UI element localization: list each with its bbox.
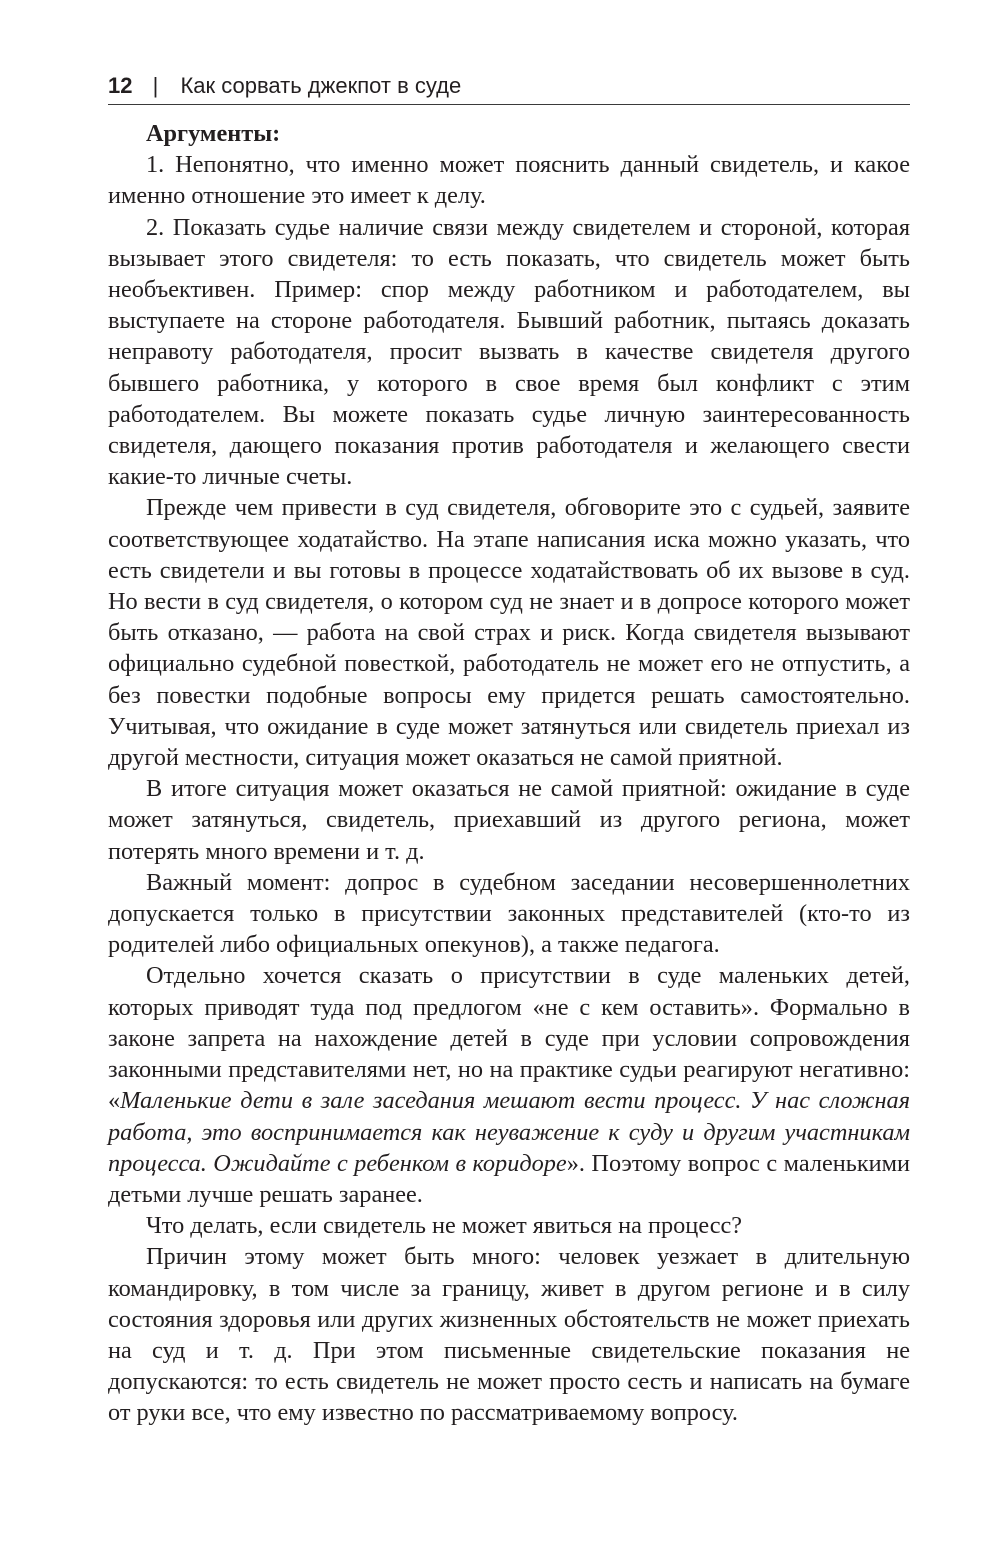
header-separator: | xyxy=(152,73,159,98)
running-header xyxy=(108,68,910,105)
paragraph-children-end: ». Поэтому вопрос с маленькими детьми лучше решать заранее. xyxy=(108,1149,910,1208)
judges-quote: Маленькие дети в зале заседания мешают вести процесс. У нас сложная работа, это воспринимается как неуважение к суду и другим участникам процесса. Ожидайте с ребенком в коридоре xyxy=(108,1087,910,1177)
paragraph-children-start: Отдельно хочется сказать о присутствии в суде маленьких детей, которых приводят туда под предлогом «не с кем оставить». Формально в законе запрета на нахождение детей в суде при условии сопровождения законными представителями нет, но на практике судьи реагируют негативно: « xyxy=(108,962,910,1115)
page-body xyxy=(108,118,910,1429)
paragraph-before-court: Прежде чем привести в суд свидетеля, обговорите это с судьей, заявите соответствующее ходатайство. На этапе написания иска можно указать, что есть свидетели и вы готовы в процессе ходатайствовать об их вызове в суд. Но вести в суд свидетеля, о котором суд не знает и в допросе которого может быть отказано, — работа на свой страх и риск. Когда свидетеля вызывают официально судебной повесткой, работодатель не может его не отпустить, а без повестки подобные вопросы ему придется решать самостоятельно. Учитывая, что ожидание в суде может затянуться или свидетель приехал из другой местности, ситуация может оказаться не самой приятной. xyxy=(108,494,910,772)
paragraph-reasons: Причин этому может быть много: человек уезжает в длительную командировку, в том числе за границу, живет в другом регионе и в силу состояния здоровья или других жизненных обстоятельств не может приехать на суд и т. д. При этом письменные свидетельские показания не допускаются: то есть свидетель не может просто сесть и написать на бумаге от руки все, что ему известно по рассматриваемому вопросу. xyxy=(108,1243,910,1427)
paragraph-minors: Важный момент: допрос в судебном заседании несовершеннолетних допускается только в присутствии законных представителей (кто-то из родителей либо официальных опекунов), а также педагога. xyxy=(108,868,910,959)
arguments-heading: Аргументы: xyxy=(146,120,281,147)
question-paragraph: Что делать, если свидетель не может явиться на процесс? xyxy=(146,1212,743,1240)
argument-item-1: 1. Непонятно, что именно может пояснить данный свидетель, и какое именно отношение это имеет к делу. xyxy=(108,151,910,210)
paragraph-children xyxy=(108,960,910,1210)
argument-item-2: 2. Показать судье наличие связи между свидетелем и стороной, которая вызывает этого свидетеля: то есть показать, что свидетель может быть необъективен. Пример: спор между работником и работодателем, вы выступаете на стороне работодателя. Бывший работник, пытаясь доказать неправоту работодателя, просит вызвать в качестве свидетеля другого бывшего работника, у которого в свое время был конфликт с этим работодателем. Вы можете показать судье личную заинтересованность свидетеля, дающего показания против работодателя и желающего свести какие-то личные счеты. xyxy=(108,213,910,491)
book-title: Как сорвать джекпот в суде xyxy=(180,73,462,98)
page-number: 12 xyxy=(108,73,133,98)
paragraph-result: В итоге ситуация может оказаться не самой приятной: ожидание в суде может затянуться, свидетель, приехавший из другого региона, может потерять много времени и т. д. xyxy=(108,775,910,865)
